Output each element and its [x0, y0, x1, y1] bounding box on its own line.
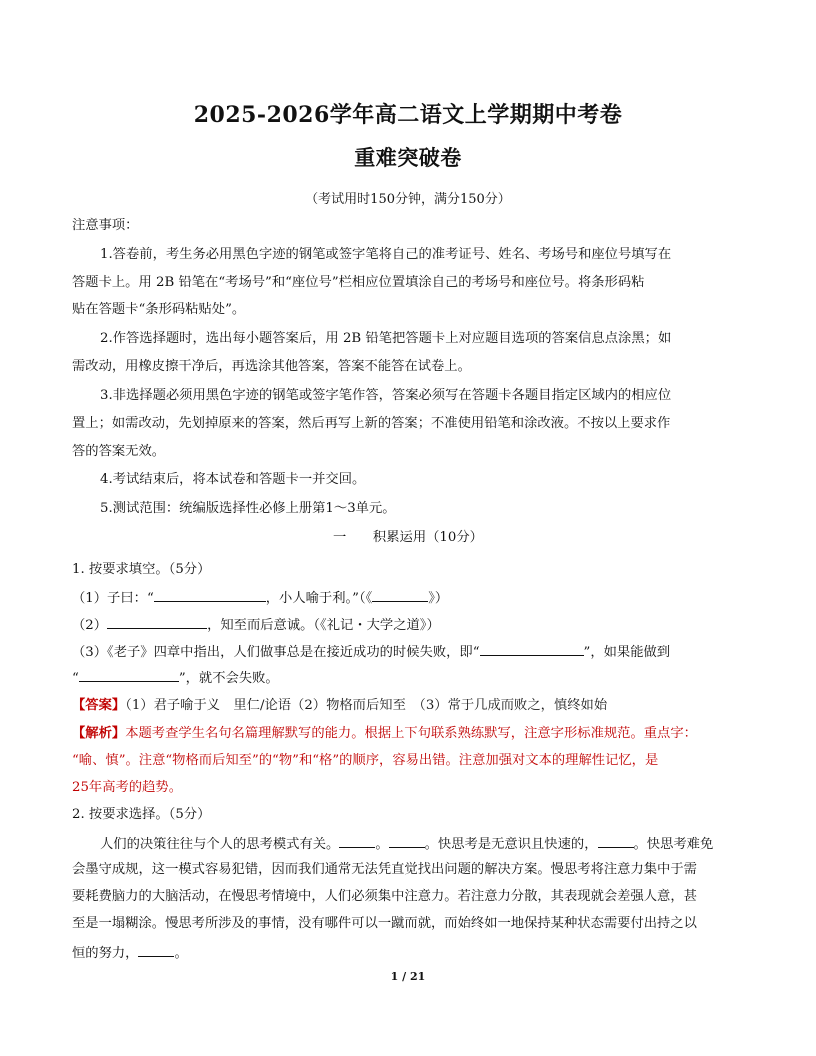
exam-title: 2025-2026学年高二语文上学期期中考卷 [193, 102, 623, 128]
question-1-analysis-line: “喻、慎”。注意“物格而后知至”的“物”和“格”的顺序，容易出错。注意加强对文本的理解性记忆，是 [72, 753, 659, 768]
notes-line: 4.考试结束后，将本试卷和答题卡一并交回。 [100, 472, 366, 487]
fill-blank[interactable] [598, 833, 634, 848]
answer-tag: 【答案】 [72, 698, 126, 713]
question-1-part-1: （1）子曰：“ ，小人喻于利。”（《 》） [72, 587, 448, 609]
notes-line: 需改动，用橡皮擦干净后，再选涂其他答案，答案不能答在试卷上。 [72, 359, 471, 374]
fill-blank[interactable] [138, 942, 174, 957]
notes-heading: 注意事项： [72, 218, 139, 233]
page-number: 1 / 21 [390, 970, 426, 983]
analysis-tag: 【解析】 [72, 726, 126, 741]
question-1-part-3: （3）《老子》四章中指出，人们做事总是在接近成功的时候失败，即“ ”，如果能做到 [72, 641, 670, 663]
fill-blank[interactable] [154, 587, 266, 602]
question-1-part-3-cont: “ ”，就不会失败。 [72, 667, 279, 689]
question-1-analysis-line: 25年高考的趋势。 [72, 780, 182, 795]
question-2-passage-line: 会墨守成规，这一模式容易犯错，因而我们通常无法凭直觉找出问题的解决方案。慢思考将注意力集中于需 [72, 862, 697, 877]
notes-line: 答的答案无效。 [72, 444, 166, 459]
notes-line: 1.答卷前，考生务必用黑色字迹的钢笔或签字笔将自己的准考证号、姓名、考场号和座位号填写在 [100, 247, 672, 262]
notes-line: 2.作答选择题时，选出每小题答案后，用 2B 铅笔把答题卡上对应题目选项的答案信息点涂黑；如 [100, 331, 672, 346]
fill-blank[interactable] [389, 833, 425, 848]
question-2-stem: 2. 按要求选择。（5分） [72, 807, 211, 822]
question-1-analysis: 【解析】本题考查学生名句名篇理解默写的能力。根据上下句联系熟练默写，注意字形标准规范。重点字： [72, 726, 697, 741]
question-2-passage-line: 人们的决策往往与个人的思考模式有关。 。 。快思考是无意识且快速的， 。快思考难免 [100, 833, 713, 855]
exam-info: （考试用时150分钟，满分150分） [305, 192, 511, 207]
question-1-answer [72, 696, 607, 716]
notes-line: 3.非选择题必须用黑色字迹的钢笔或签字笔作答，答案必须写在答题卡各题目指定区域内的相应位 [100, 388, 672, 403]
question-2-passage-line: 要耗费脑力的大脑活动，在慢思考情境中，人们必须集中注意力。若注意力分散，其表现就会差强人意，甚 [72, 889, 697, 904]
fill-blank[interactable] [79, 667, 179, 682]
question-2-passage-line: 恒的努力， 。 [72, 942, 188, 964]
question-1-stem: 1. 按要求填空。（5分） [72, 562, 211, 577]
notes-line: 置上；如需改动，先划掉原来的答案，然后再写上新的答案；不准使用铅笔和涂改液。不按以上要求作 [72, 416, 671, 431]
question-1-part-2: （2） ，知至而后意诚。（《礼记・大学之道》） [72, 614, 440, 636]
notes-line: 5.测试范围：统编版选择性必修上册第1～3单元。 [100, 501, 396, 516]
question-2-passage-line: 至是一塌糊涂。慢思考所涉及的事情，没有哪件可以一蹴而就，而始终如一地保持某种状态需要付出持之以 [72, 916, 697, 931]
exam-subtitle: 重难突破卷 [354, 145, 462, 170]
fill-blank[interactable] [339, 833, 375, 848]
section-heading: 一 积累运用（10分） [333, 530, 483, 545]
notes-line: 答题卡上。用 2B 铅笔在“考场号”和“座位号”栏相应位置填涂自己的考场号和座位号。将条形码粘 [72, 275, 645, 290]
fill-blank[interactable] [480, 641, 584, 656]
fill-blank[interactable] [372, 587, 428, 602]
fill-blank[interactable] [107, 614, 207, 629]
answer-text: （1）君子喻于义 里仁/论语（2）物格而后知至 （3）常于几成而败之，慎终如始 [125, 698, 608, 713]
notes-line: 贴在答题卡“条形码粘贴处”。 [72, 302, 246, 317]
